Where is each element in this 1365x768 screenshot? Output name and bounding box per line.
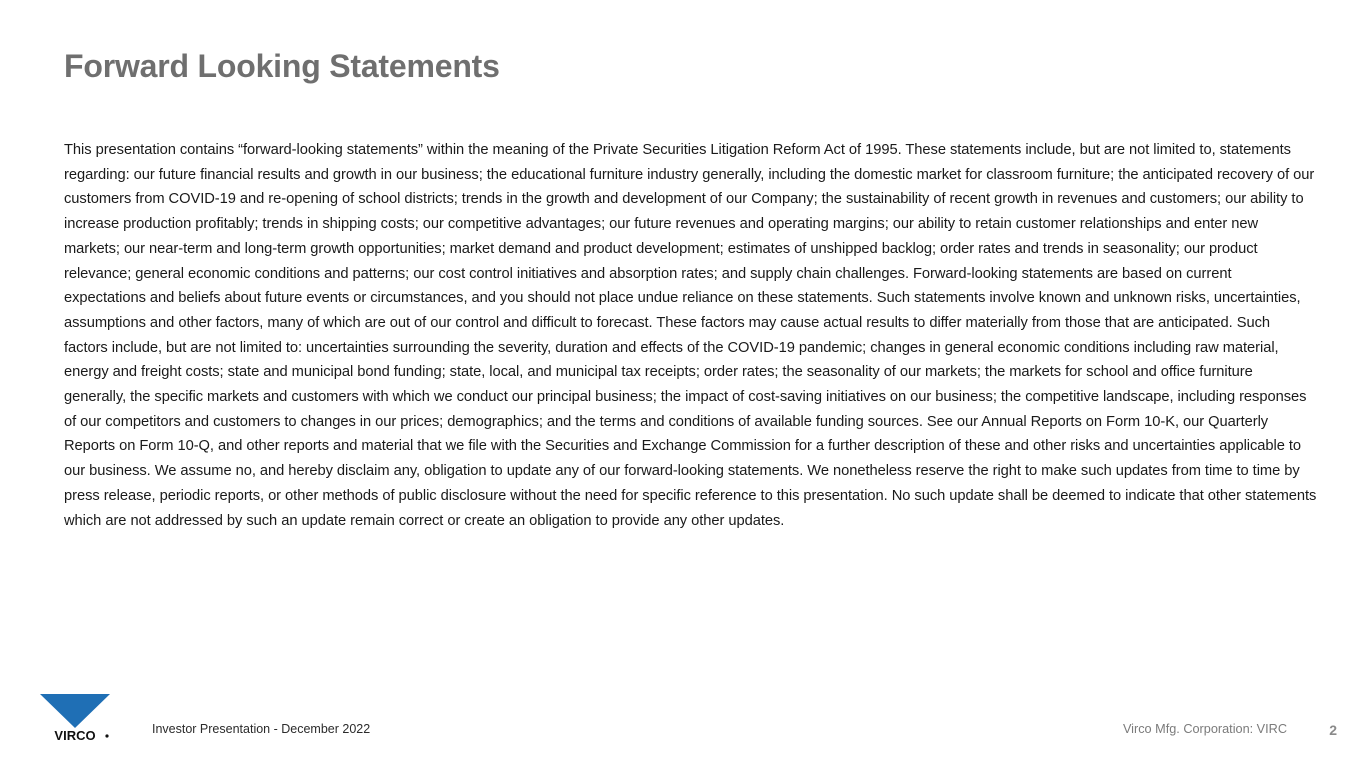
disclaimer-paragraph: This presentation contains “forward-looking statements” within the meaning of the Private Securities Litigation Reform Act of 1995. These statements include, but are not limited to, statements regarding: our future financial results and growth in our business; the educational furniture industry generally, including the domestic market for classroom furniture; the anticipated recovery of our customers from COVID-19 and re-opening of school districts; trends in the growth and development of our Company; the sustainability of recent growth in revenues and customers; our ability to increase production profitably; trends in shipping costs; our competitive advantages; our future revenues and operating margins; our ability to retain customer relationships and enter new markets; our near-term and long-term growth opportunities; market demand and product development; estimates of unshipped backlog; order rates and trends in seasonality; our product relevance; general economic conditions and patterns; our cost control initiatives and absorption rates; and supply chain challenges. Forward-looking statements are based on current expectations and beliefs about future events or circumstances, and you should not place undue reliance on these statements. Such statements involve known and unknown risks, uncertainties, assumptions and other factors, many of which are out of our control and difficult to forecast. These factors may cause actual results to differ materially from those that are anticipated. Such factors include, but are not limited to: uncertainties surrounding the severity, duration and effects of the COVID-19 pandemic; changes in general economic conditions including raw material, energy and freight costs; state and municipal bond funding; state, local, and municipal tax receipts; order rates; the seasonality of our markets; the markets for school and office furniture generally, the specific markets and customers with which we conduct our principal business; the impact of cost-saving initiatives on our business; the competitive landscape, including responses of our competitors and customers to changes in our prices; demographics; and the terms and conditions of available funding sources. See our Annual Reports on Form 10-K, our Quarterly Reports on Form 10-Q, and other reports and material that we file with the Securities and Exchange Commission for a further description of these and other risks and uncertainties applicable to our business. We assume no, and hereby disclaim any, obligation to update any of our forward-looking statements. We nonetheless reserve the right to make such updates from time to time by press release, periodic reports, or other methods of public disclosure without the need for specific reference to this presentation. No such update shall be deemed to indicate that other statements which are not addressed by such an update remain correct or create an obligation to provide any other updates. xyxy=(64,142,1317,529)
svg-text:VIRCO: VIRCO xyxy=(54,728,96,742)
footer-company-label: Virco Mfg. Corporation: VIRC xyxy=(1122,722,1287,736)
virco-logo xyxy=(38,692,112,742)
slide-left-edge xyxy=(0,0,6,768)
slide-footer xyxy=(0,678,1365,768)
page-title: Forward Looking Statements xyxy=(64,48,500,84)
footer-presentation-label: Investor Presentation - December 2022 xyxy=(152,722,371,736)
page-number: 2 xyxy=(1329,722,1337,738)
